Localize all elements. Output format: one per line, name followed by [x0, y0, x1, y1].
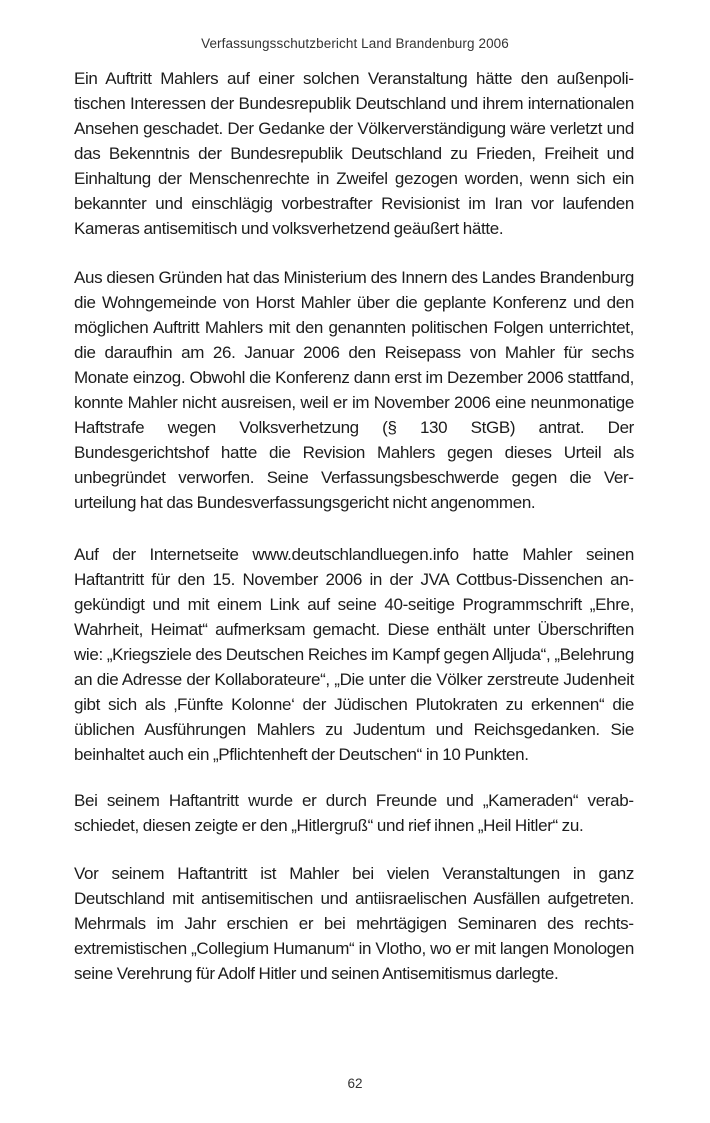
paragraph-3: Auf der Internetseite www.deutschlandluegen.info hatte Mahler seinen Haftantritt für den 15. November 2006 in der JVA Cottbus-Dissenchen angekündigt und mit einem Link auf seine 40-seitige Programmschrift „Ehre, Wahrheit, Heimat“ aufmerksam gemacht. Diese enthält unter Überschriften wie: „Kriegsziele des Deutschen Reiches im Kampf gegen Alljuda“, „Belehrung an die Adresse der Kollaborateure“, „Die unter die Völker zerstreute Judenheit gibt sich als ‚Fünfte Kolonne‘ der Jüdischen Plutokraten zu erkennen“ die üblichen Ausführungen Mahlers zu Judentum und Reichsgedanken. Sie beinhaltet auch ein „Pflichtenheft der Deutschen“ in 10 Punkten. — [74, 545, 634, 764]
paragraph-1: Ein Auftritt Mahlers auf einer solchen Veranstaltung hätte den außenpolitischen Interessen der Bundesrepublik Deutschland und ihrem internationalen Ansehen geschadet. Der Gedanke der Völkerverständigung wäre verletzt und das Bekenntnis der Bundesrepublik Deutschland zu Frieden, Freiheit und Einhaltung der Menschenrechte in Zweifel gezogen worden, wenn sich ein bekannter und einschlägig vorbestrafter Revisionist im Iran vor laufenden Kameras antisemitisch und volksverhetzend geäußert hätte. — [74, 69, 634, 238]
running-header: Verfassungsschutzbericht Land Brandenburg 2006 — [201, 36, 509, 51]
paragraph-4: Bei seinem Haftantritt wurde er durch Freunde und „Kameraden“ verabschiedet, diesen zeigte er den „Hitlergruß“ und rief ihnen „Heil Hitler“ zu. — [74, 791, 634, 835]
paragraph-5: Vor seinem Haftantritt ist Mahler bei vielen Veranstaltungen in ganz Deutschland mit antisemitischen und antiisraelischen Ausfällen aufgetreten. Mehrmals im Jahr erschien er bei mehrtägigen Seminaren des rechtsextremistischen „Collegium Humanum“ in Vlotho, wo er mit langen Monologen seine Verehrung für Adolf Hitler und seinen Antisemitismus darlegte. — [74, 864, 634, 983]
page-number: 62 — [347, 1076, 363, 1091]
body-text — [74, 66, 634, 1012]
paragraph-2: Aus diesen Gründen hat das Ministerium des Innern des Landes Brandenburg die Wohngemeinde von Horst Mahler über die geplante Konferenz und den möglichen Auftritt Mahlers mit den genannten politischen Folgen unterrichtet, die daraufhin am 26. Januar 2006 den Reisepass von Mahler für sechs Monate einzog. Obwohl die Konferenz dann erst im Dezember 2006 stattfand, konnte Mahler nicht ausreisen, weil er im November 2006 eine neunmonatige Haftstrafe wegen Volksverhetzung (§ 130 StGB) antrat. Der Bundesgerichtshof hatte die Revision Mahlers gegen dieses Urteil als unbegründet verworfen. Seine Verfassungsbeschwerde gegen die Verurteilung hat das Bundesverfassungsgericht nicht angenommen. — [74, 268, 634, 512]
